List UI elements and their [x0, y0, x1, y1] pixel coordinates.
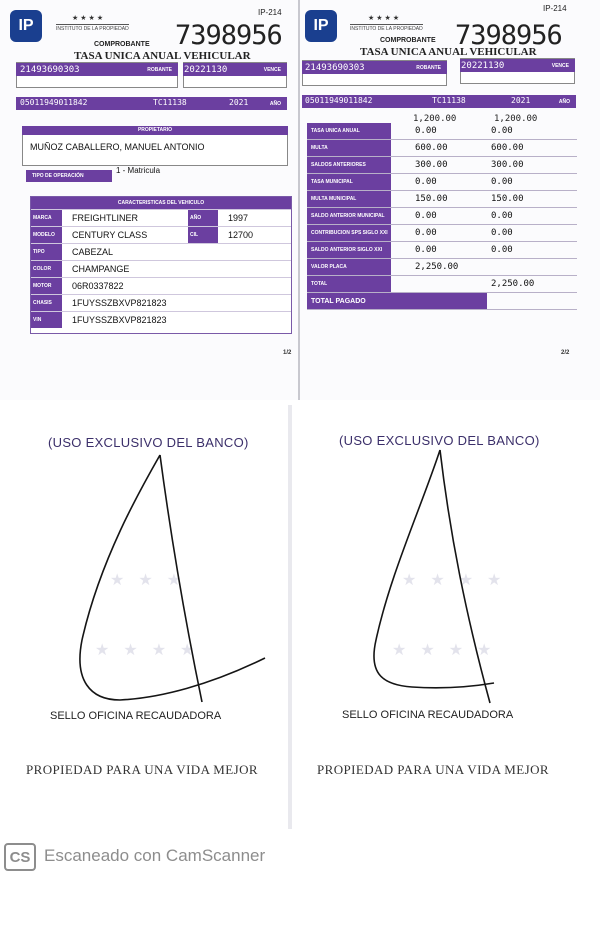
id-year-label: AÑO — [269, 100, 281, 107]
payment-amount-b: 0.00 — [491, 177, 513, 187]
receipt-number: 7398956 — [175, 20, 282, 51]
bank-use-heading: (USO EXCLUSIVO DEL BANCO) — [339, 433, 540, 448]
comprobante-label: ROBANTE — [416, 64, 441, 71]
top-value-b: 1,200.00 — [494, 114, 538, 124]
vehicle-row-vin — [31, 311, 291, 328]
vehicle-row-chasis — [31, 294, 291, 311]
payment-amount-b: 300.00 — [491, 160, 524, 170]
chasis-value: 1FUYSSZBXVP821823 — [72, 298, 167, 308]
tipo-value: CABEZAL — [72, 247, 114, 257]
institute-name: INSTITUTO DE LA PROPIEDAD — [56, 26, 129, 32]
receipt-number: 7398956 — [455, 20, 562, 51]
payment-amount-b: 0.00 — [491, 211, 513, 221]
comprobante-value: 21493690303 — [20, 65, 80, 75]
operation-value: 1 - Matricula — [116, 166, 161, 175]
comprobante-value: 21493690303 — [305, 63, 365, 73]
marca-label: MARCA — [31, 210, 62, 226]
motto: PROPIEDAD PARA UNA VIDA MEJOR — [26, 762, 258, 777]
cil-label: CIL — [188, 227, 218, 243]
operation-label: TIPO DE OPERACIÓN — [26, 170, 112, 182]
anio-label: AÑO — [188, 210, 218, 226]
payment-label: VALOR PLACA — [307, 259, 391, 275]
payment-row — [307, 259, 577, 276]
watermark-stars: ★★★★ — [392, 642, 506, 659]
payment-row — [307, 225, 577, 242]
payment-label: TASA MUNICIPAL — [307, 174, 391, 190]
payment-amount-b — [487, 259, 577, 275]
vence-value: 20221130 — [184, 65, 228, 75]
signature — [362, 445, 502, 705]
comprobante-label: ROBANTE — [147, 66, 172, 73]
payment-label: TOTAL PAGADO — [307, 293, 391, 309]
payment-label: SALDO ANTERIOR MUNICIPAL — [307, 208, 391, 224]
vence-value: 20221130 — [461, 61, 505, 71]
page-number: 2/2 — [561, 350, 570, 356]
payment-amount-b: 0.00 — [491, 245, 513, 255]
payment-amount-a — [391, 293, 487, 309]
vehicle-row-marca — [31, 209, 291, 226]
institute-logo: IP — [10, 10, 42, 42]
tipo-label: TIPO — [31, 244, 62, 260]
payment-label: TASA UNICA ANUAL — [307, 123, 391, 139]
vehicle-table-title: CARACTERISTICAS DEL VEHICULO — [31, 197, 291, 209]
anio-value: 1997 — [228, 213, 249, 223]
payment-row-total — [307, 276, 577, 293]
payment-amount-a: 600.00 — [415, 143, 448, 153]
payment-row — [307, 242, 577, 259]
signature — [60, 450, 280, 720]
watermark-stars: ★★★★ — [95, 642, 209, 659]
institute-name: INSTITUTO DE LA PROPIEDAD — [350, 26, 423, 32]
payment-row — [307, 157, 577, 174]
payment-row — [307, 191, 577, 208]
top-value-a: 1,200.00 — [413, 114, 457, 124]
color-value: CHAMPANGE — [72, 264, 130, 274]
payment-label: TOTAL — [307, 276, 391, 292]
doc-type-label: COMPROBANTE — [380, 37, 436, 44]
vehicle-row-color — [31, 260, 291, 277]
doc-title: TASA UNICA ANUAL VEHICULAR — [360, 46, 537, 58]
form-code: IP-214 — [543, 4, 567, 13]
payment-row — [307, 208, 577, 225]
payment-label: SALDOS ANTERIORES — [307, 157, 391, 173]
vin-label: VIN — [31, 312, 62, 328]
payment-amount-a — [391, 276, 487, 292]
vehicle-row-motor — [31, 277, 291, 294]
institute-stars: ★★★★ — [368, 15, 402, 22]
motor-value: 06R0337822 — [72, 281, 124, 291]
institute-stars: ★★★★ — [72, 15, 106, 22]
id-year-label: AÑO — [558, 98, 570, 105]
id-number: 05011949011842 — [20, 98, 88, 107]
doc-type-label: COMPROBANTE — [94, 41, 150, 48]
payment-amount-b — [487, 293, 577, 309]
watermark-stars: ★★★ — [110, 572, 196, 589]
owner-header: PROPIETARIO — [22, 126, 288, 135]
payment-label: CONTRIBUCION SPS SIGLO XXI — [307, 225, 391, 241]
payment-row — [307, 174, 577, 191]
payment-label: SALDO ANTERIOR SIGLO XXI — [307, 242, 391, 258]
payment-amount-b: 0.00 — [491, 126, 513, 136]
bank-use-heading: (USO EXCLUSIVO DEL BANCO) — [48, 435, 249, 450]
camscanner-caption: Escaneado con CamScanner — [44, 846, 266, 865]
id-code: TC11138 — [153, 98, 187, 107]
payment-amount-a: 0.00 — [415, 126, 437, 136]
payment-amount-b: 0.00 — [491, 228, 513, 238]
payment-row-total-paid — [307, 293, 577, 310]
vence-label: VENCE — [263, 66, 281, 73]
vin-value: 1FUYSSZBXVP821823 — [72, 315, 167, 325]
payment-amount-a: 2,250.00 — [415, 262, 459, 272]
id-year: 2021 — [229, 98, 249, 107]
marca-value: FREIGHTLINER — [72, 213, 139, 223]
owner-name: MUÑOZ CABALLERO, MANUEL ANTONIO — [30, 142, 205, 152]
modelo-value: CENTURY CLASS — [72, 230, 148, 240]
payment-amount-a: 0.00 — [415, 177, 437, 187]
vehicle-row-tipo — [31, 243, 291, 260]
bank-panel-left — [0, 405, 288, 829]
page-number: 1/2 — [283, 350, 292, 356]
payment-amount-b: 150.00 — [491, 194, 524, 204]
vence-label: VENCE — [551, 62, 569, 69]
modelo-label: MODELO — [31, 227, 62, 243]
sello-label: SELLO OFICINA RECAUDADORA — [342, 709, 514, 721]
payment-table — [307, 123, 577, 310]
payment-amount-b: 2,250.00 — [491, 279, 535, 289]
payment-row — [307, 140, 577, 157]
sello-label: SELLO OFICINA RECAUDADORA — [50, 710, 222, 722]
payment-amount-a: 150.00 — [415, 194, 448, 204]
motor-label: MOTOR — [31, 278, 62, 294]
payment-amount-b: 600.00 — [491, 143, 524, 153]
vehicle-table — [30, 196, 292, 334]
watermark-stars: ★★★★ — [402, 572, 516, 589]
payment-amount-a: 300.00 — [415, 160, 448, 170]
receipt-sheet-left — [0, 0, 300, 400]
motto: PROPIEDAD PARA UNA VIDA MEJOR — [317, 762, 549, 777]
payment-amount-a: 0.00 — [415, 228, 437, 238]
payment-label: MULTA MUNICIPAL — [307, 191, 391, 207]
id-code: TC11138 — [432, 96, 466, 105]
doc-title: TASA UNICA ANUAL VEHICULAR — [74, 50, 251, 62]
bank-panel-right — [292, 405, 592, 829]
institute-logo: IP — [305, 10, 337, 42]
chasis-label: CHASIS — [31, 295, 62, 311]
payment-amount-a: 0.00 — [415, 245, 437, 255]
id-year: 2021 — [511, 96, 531, 105]
camscanner-icon: CS — [4, 843, 36, 871]
color-label: COLOR — [31, 261, 62, 277]
payment-amount-a: 0.00 — [415, 211, 437, 221]
vehicle-row-modelo — [31, 226, 291, 243]
payment-row — [307, 123, 577, 140]
id-number: 05011949011842 — [305, 96, 373, 105]
cil-value: 12700 — [228, 230, 254, 240]
form-code: IP-214 — [258, 8, 282, 17]
payment-label: MULTA — [307, 140, 391, 156]
